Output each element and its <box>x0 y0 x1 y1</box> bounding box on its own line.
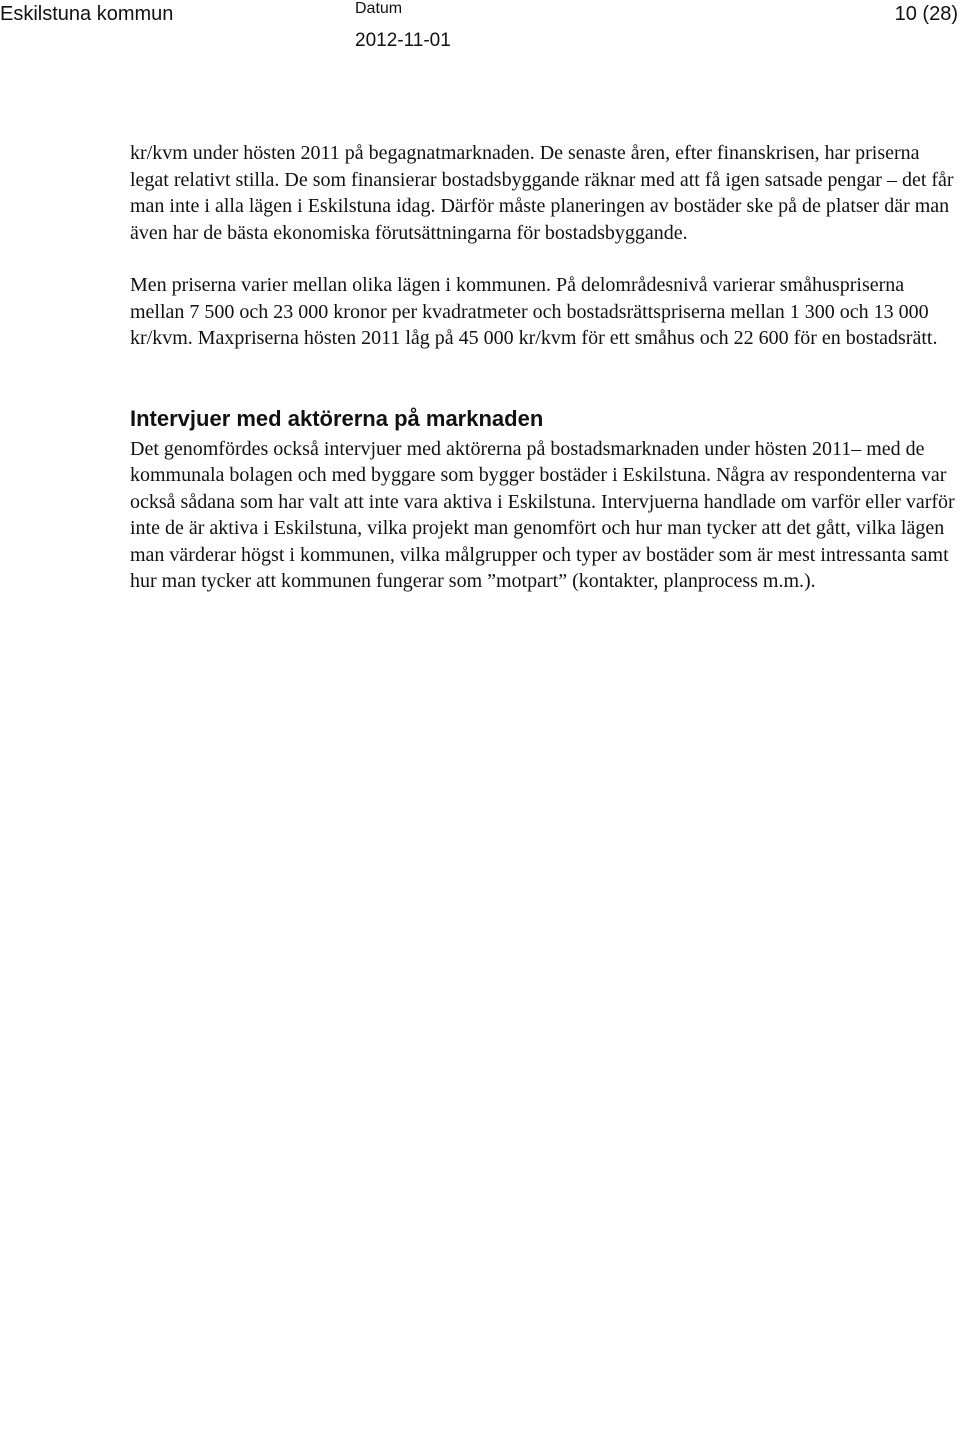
document-body <box>130 140 958 621</box>
section-heading: Intervjuer med aktörerna på marknaden <box>130 405 544 431</box>
organization-name: Eskilstuna kommun <box>0 3 174 25</box>
date-label: Datum <box>355 0 403 17</box>
body-paragraph: Men priserna varier mellan olika lägen i kommunen. På delområdesnivå varierar småhuspriserna mellan 7 500 och 23 000 kronor per kvadratmeter och bostadsrättspriserna mellan 1 300 och 13 000 kr/kvm. Maxpriserna hösten 2011 låg på 45 000 kr/kvm för ett småhus och 22 600 för en bostadsrätt. <box>130 274 938 349</box>
body-paragraph: kr/kvm under hösten 2011 på begagnatmarknaden. De senaste åren, efter finanskrisen, har priserna legat relativt stilla. De som finansierar bostadsbyggande räknar med att få igen satsade pengar – det får man inte i alla lägen i Eskilstuna idag. Därför måste planeringen av bostäder ske på de platser där man även har de bästa ekonomiska förutsättningarna för bostadsbyggande. <box>130 142 954 244</box>
page-number: 10 (28) <box>894 3 958 25</box>
document-date: 2012-11-01 <box>355 30 451 51</box>
body-paragraph: Det genomfördes också intervjuer med aktörerna på bostadsmarknaden under hösten 2011– med de kommunala bolagen och med byggare som bygger bostäder i Eskilstuna. Några av respondenterna var också sådana som har valt att inte vara aktiva i Eskilstuna. Intervjuerna handlade om varför eller varför inte de är aktiva i Eskilstuna, vilka projekt man genomfört och hur man tycker att det gått, vilka lägen man värderar högst i kommunen, vilka målgrupper och typer av bostäder som är mest intressanta samt hur man tycker att kommunen fungerar som ”motpart” (kontakter, planprocess m.m.). <box>130 437 955 592</box>
page-header <box>0 0 960 60</box>
